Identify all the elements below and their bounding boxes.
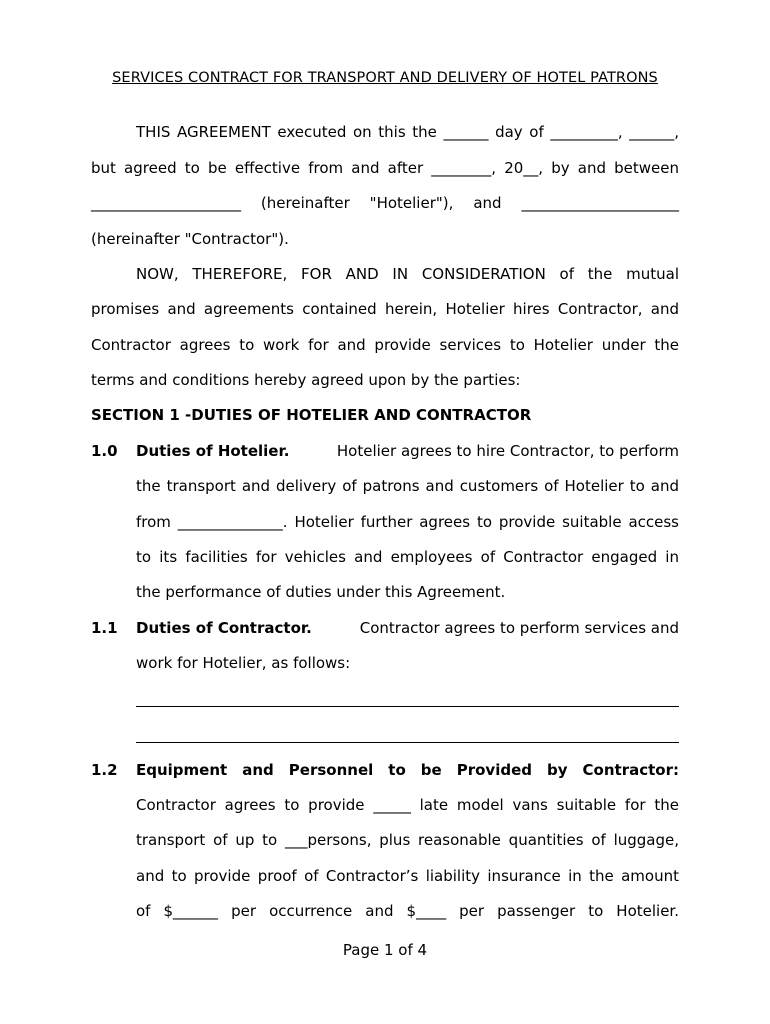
clause-1-2-heading: Equipment and Personnel to be Provided by Contractor: bbox=[136, 761, 679, 779]
consideration-line-1: NOW, THEREFORE, FOR AND IN CONSIDERATION of the mutual bbox=[136, 265, 679, 283]
clause-1-0-line-3: from ______________. Hotelier further agrees to provide suitable access bbox=[136, 513, 679, 531]
clause-number: 1.2 bbox=[91, 761, 118, 779]
clause-1-0-line-5: the performance of duties under this Agreement. bbox=[136, 583, 506, 601]
clause-1-0-line-4: to its facilities for vehicles and employees of Contractor engaged in bbox=[136, 548, 679, 566]
intro-line-2: but agreed to be effective from and after ________, 20__, by and between bbox=[91, 159, 679, 177]
section-1-heading: SECTION 1 -DUTIES OF HOTELIER AND CONTRACTOR bbox=[91, 406, 532, 424]
consideration-line-3: Contractor agrees to work for and provide services to Hotelier under the bbox=[91, 336, 679, 354]
clause-1-0-line-1 bbox=[136, 441, 679, 461]
clause-1-2-line-3: and to provide proof of Contractor’s liability insurance in the amount bbox=[136, 867, 679, 885]
clause-number: 1.1 bbox=[91, 619, 118, 637]
clause-heading: Duties of Hotelier. bbox=[136, 442, 290, 460]
clause-1-1-line-1 bbox=[136, 618, 679, 638]
intro-text: (hereinafter bbox=[260, 194, 350, 212]
clause-1-1-line-2: work for Hotelier, as follows: bbox=[136, 654, 351, 672]
blank-line-2 bbox=[136, 742, 679, 743]
consideration-line-2: promises and agreements contained herein, Hotelier hires Contractor, and bbox=[91, 300, 679, 318]
clause-text: Hotelier agrees to hire Contractor, to perform bbox=[336, 442, 679, 460]
blank-line-1 bbox=[136, 706, 679, 707]
document-title: SERVICES CONTRACT FOR TRANSPORT AND DELIVERY OF HOTEL PATRONS bbox=[112, 70, 658, 86]
clause-text: Contractor agrees to perform services and bbox=[359, 619, 679, 637]
clause-1-0-line-2: the transport and delivery of patrons and customers of Hotelier to and bbox=[136, 477, 679, 495]
page-number-footer: Page 1 of 4 bbox=[342, 941, 428, 959]
clause-1-2-line-4: of $______ per occurrence and $____ per passenger to Hotelier. bbox=[136, 902, 679, 920]
clause-1-2-line-2: transport of up to ___persons, plus reasonable quantities of luggage, bbox=[136, 831, 679, 849]
clause-heading: Duties of Contractor. bbox=[136, 619, 312, 637]
intro-text: "Hotelier"), bbox=[369, 194, 454, 212]
intro-text: and bbox=[473, 194, 502, 212]
intro-line-4: (hereinafter "Contractor"). bbox=[91, 230, 289, 248]
clause-1-2-line-1: Contractor agrees to provide _____ late model vans suitable for the bbox=[136, 796, 679, 814]
intro-line-1: THIS AGREEMENT executed on this the ______ day of _________, ______, bbox=[136, 123, 679, 141]
contractor-name-blank: _____________________ bbox=[521, 194, 679, 212]
intro-line-3 bbox=[91, 193, 679, 213]
consideration-line-4: terms and conditions hereby agreed upon by the parties: bbox=[91, 371, 521, 389]
hotelier-name-blank: ____________________ bbox=[91, 194, 241, 212]
clause-number: 1.0 bbox=[91, 442, 118, 460]
